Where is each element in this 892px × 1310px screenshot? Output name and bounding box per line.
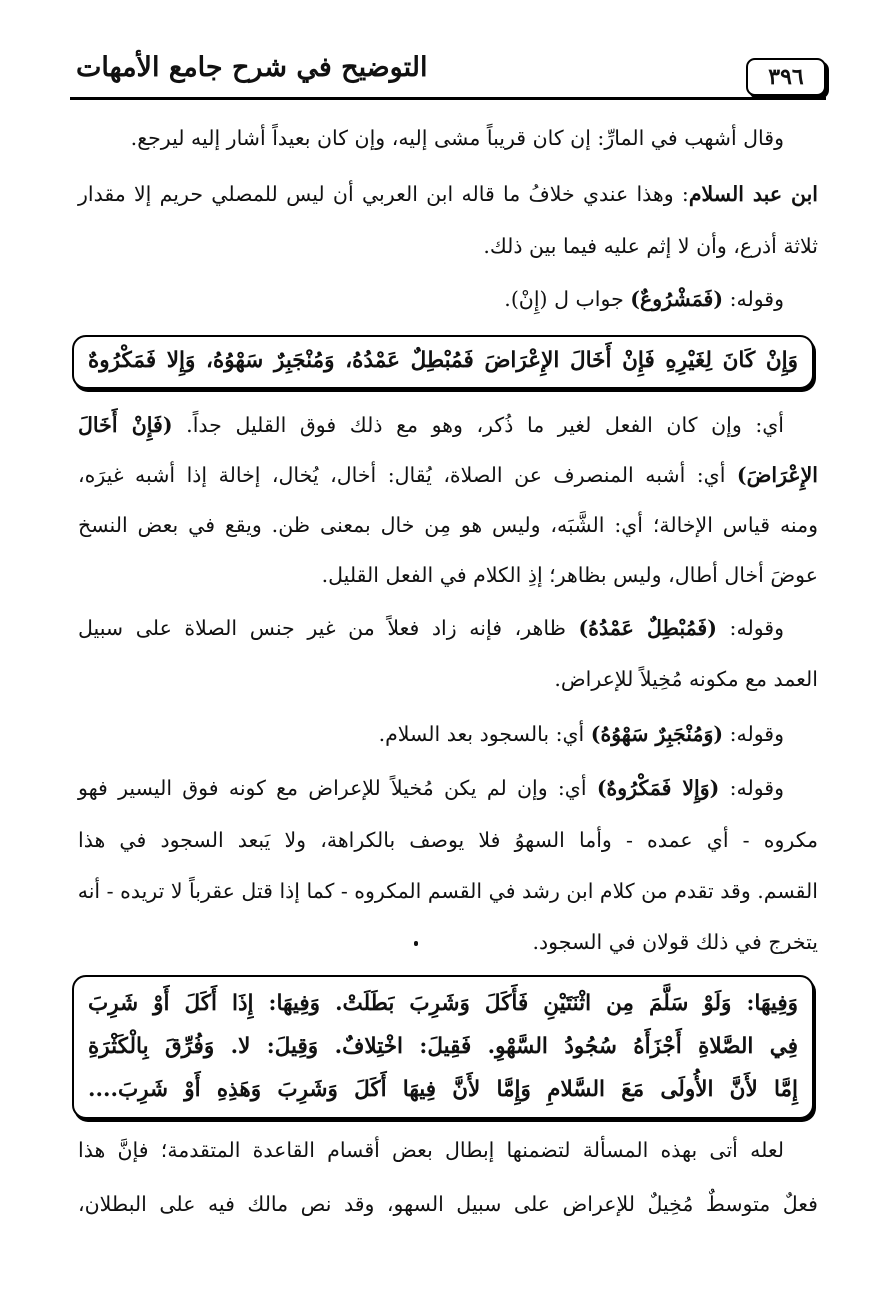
matn-line: وَإِنْ كَانَ لِغَيْرِهِ فَإِنْ أَخَالَ الإِعْرَاضَ فَمُبْطِلٌ عَمْدُهُ، وَمُنْجَبِرٌ سَهْوُهُ، وَإِلا فَمَكْرُوهٌ <box>88 348 798 373</box>
paragraph-line: ومنه قياس الإخالة؛ أي: الشَّبَه، وليس هو مِن خال بمعنى ظن. ويقع في بعض النسخ <box>78 513 818 537</box>
matn-line: فِي الصَّلاةِ أَجْزَأَهُ سُجُودُ السَّهْوِ. فَقِيلَ: اخْتِلافٌ. وَقِيلَ: لا. وَفُرِّقَ بِالْكَثْرَةِ <box>88 1034 798 1059</box>
quoted-lemma: (وَمُنْجَبِرٌ سَهْوُهُ) <box>590 722 724 746</box>
paragraph-line: لعله أتى بهذه المسألة لتضمنها إبطال بعض أقسام القاعدة المتقدمة؛ فإنَّ هذا <box>78 1138 784 1162</box>
paragraph-line: وقال أشهب في المارِّ: إن كان قريباً مشى إليه، وإن كان بعيداً أشار إليه ليرجع. <box>130 126 784 150</box>
paragraph-text: وقوله: <box>723 287 784 311</box>
matn-box <box>72 975 814 1119</box>
quoted-lemma: (فَإِنْ أَخَالَ <box>78 413 173 437</box>
paragraph-line: مكروه - أي عمده - وأما السهوُ فلا يوصف بالكراهة، ولا يَبعد السجود في هذا <box>78 828 818 852</box>
page-number: ٣٩٦ <box>768 64 804 90</box>
paragraph-text: أي: وإن لم يكن مُخيلاً للإعراض مع كونه فوق اليسير فهو <box>78 776 597 800</box>
book-title: التوضيح في شرح جامع الأمهات <box>76 52 428 83</box>
paragraph-text: أي: أشبه المنصرف عن الصلاة، يُقال: أخال، يُخال، إخالة إذا أشبه غيرَه، <box>78 463 737 487</box>
paragraph-text: أي: وإن كان الفعل لغير ما ذُكر، وهو مع ذلك فوق القليل جداً. <box>172 413 784 437</box>
paragraph-text: ظاهر، فإنه زاد فعلاً من غير جنس الصلاة على سبيل <box>78 616 579 640</box>
paragraph-text: وقوله: <box>716 616 784 640</box>
paragraph-line: القسم. وقد تقدم من كلام ابن رشد في القسم المكروه - كما إذا قتل عقرباً لا تريده - أنه <box>77 879 818 903</box>
paragraph-line <box>78 766 784 810</box>
paragraph-line <box>78 712 784 756</box>
quoted-lemma: (فَمُبْطِلٌ عَمْدُهُ) <box>578 616 717 640</box>
quoted-lemma: الإِعْرَاضَ) <box>736 463 818 487</box>
page-number-badge <box>746 58 826 96</box>
paragraph-text: أي: بالسجود بعد السلام. <box>378 722 591 746</box>
paragraph-text: وقوله: <box>723 722 784 746</box>
paragraph-line <box>78 403 784 447</box>
paragraph-line: عوضَ أخال أطال، وليس بظاهر؛ إذِ الكلام في الفعل القليل. <box>321 563 818 587</box>
header-divider <box>70 97 826 100</box>
paragraph-line: العمد مع مكونه مُخِيلاً للإعراض. <box>554 667 818 691</box>
paragraph-text: جواب ل (إِنْ). <box>504 287 631 311</box>
speaker-name: ابن عبد السلام <box>688 182 818 206</box>
matn-line: إِمَّا لأَنَّ الأُولَى مَعَ السَّلامِ وَإِمَّا لأَنَّ فِيهَا أَكَلَ وَشَرِبَ وَهَذِهِ أَوْ شَرِبَ.... <box>88 1077 798 1102</box>
paragraph-line: يتخرج في ذلك قولان في السجود. <box>532 930 818 954</box>
paragraph-line <box>78 172 818 216</box>
matn-box <box>72 335 814 389</box>
paragraph-line <box>78 277 784 321</box>
matn-line: وَفِيهَا: وَلَوْ سَلَّمَ مِن اثْنَتَيْنِ فَأَكَلَ وَشَرِبَ بَطَلَتْ. وَفِيهَا: إِذَا أَكَلَ أَوْ شَرِبَ <box>88 991 798 1016</box>
quoted-lemma: (وَإِلا فَمَكْرُوهٌ) <box>596 776 720 800</box>
quoted-lemma: (فَمَشْرُوعٌ) <box>630 287 724 311</box>
paragraph-line: فعلٌ متوسطٌ مُخِيلٌ للإعراض على سبيل السهو، وقد نص مالك فيه على البطلان، <box>78 1192 818 1216</box>
paragraph-line <box>78 606 784 650</box>
paragraph-text: : وهذا عندي خلافُ ما قاله ابن العربي أن ليس للمصلي حريم إلا مقدار <box>78 182 689 206</box>
page-header <box>70 50 826 100</box>
stray-mark <box>414 941 418 946</box>
paragraph-text: وقوله: <box>719 776 785 800</box>
paragraph-line: ثلاثة أذرع، وأن لا إثم عليه فيما بين ذلك. <box>483 234 818 258</box>
paragraph-line <box>78 453 818 497</box>
